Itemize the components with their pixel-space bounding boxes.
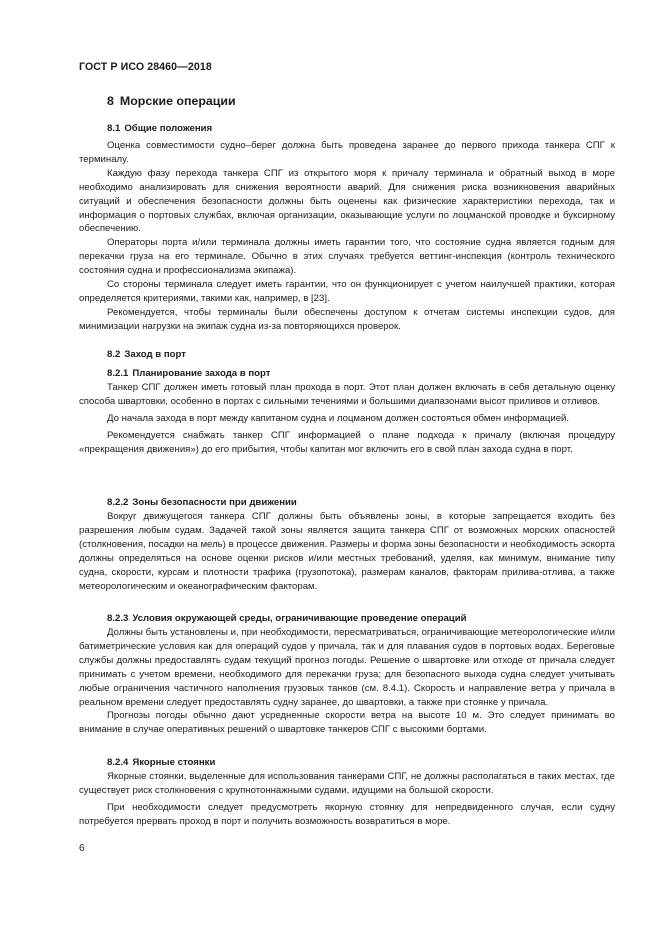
- clause-number: 8.2.3: [107, 613, 129, 624]
- clause-title: Планирование захода в порт: [132, 368, 271, 379]
- subsection-8-2-1: [79, 367, 615, 457]
- paragraph: Оценка совместимости судно–берег должна быть проведена заранее до первого прихода танкера СПГ к терминалу.: [79, 140, 615, 165]
- subsection-number: 8.2: [107, 349, 121, 360]
- section-number: 8: [107, 94, 114, 108]
- paragraph: Операторы порта и/или терминала должны иметь гарантии того, что состояние судна является годным для перекачки груза на его терминале. Обычно в этих случаях требуется веттинг-инспекция (контроль технического состояния судна и профессионализма экипажа).: [79, 237, 615, 277]
- paragraph: Вокруг движущегося танкера СПГ должны быть объявлены зоны, в которые запрещается входить без разрешения любым судам. Задачей такой зоны является защита танкера СПГ от возможных морских опасностей (столкновения, посадки на мель) в процессе движения. Размеры и форма зоны безопасности и необходимость эскорта должны определяться на основе оценки рисков и/или местных требований, уделяя, как минимум, внимание типу судна, скорости, курсам и плотности трафика (грузопотока), размерам каналов, факторам прилива-отлива, а также метеорологическим и океанографическим факторам.: [79, 511, 615, 592]
- clause-title: Условия окружающей среды, ограничивающие проведение операций: [132, 613, 467, 624]
- subsection-8-2-4: [79, 756, 615, 829]
- subsection-8-2: [79, 348, 615, 362]
- subsection-number: 8.1: [107, 123, 121, 134]
- clause-number: 8.2.1: [107, 368, 129, 379]
- paragraph: Прогнозы погоды обычно дают усредненные скорости ветра на высоте 10 м. Это следует принимать во внимание в случае оперативных решений о швартовке танкеров СПГ с высокими бортами.: [79, 710, 615, 736]
- clause-number: 8.2.4: [107, 757, 129, 768]
- paragraph: Рекомендуется, чтобы терминалы были обеспечены доступом к отчетам системы инспекции судов, для минимизации нагрузки на экипаж судна из-за повторяющихся проверок.: [79, 306, 615, 332]
- paragraph: До начала захода в порт между капитаном судна и лоцманом должен состояться обмен информацией.: [107, 412, 570, 424]
- paragraph: Танкер СПГ должен иметь готовый план прохода в порт. Этот план должен включать в себя детальную оценку способа швартовки, особенно в портах с сильными течениями и большими диапазонами высот приливов и отливов.: [79, 382, 615, 407]
- clause-heading: [79, 496, 615, 510]
- subsection-title: Общие положения: [124, 123, 213, 134]
- clause-heading: [79, 756, 615, 770]
- standard-header: ГОСТ Р ИСО 28460—2018: [79, 61, 212, 73]
- section-title: Морские операции: [119, 94, 236, 108]
- clause-heading: [79, 612, 615, 626]
- subsection-heading: [79, 122, 615, 136]
- subsection-heading: [79, 348, 615, 362]
- clause-heading: [79, 367, 615, 381]
- subsection-8-1: [79, 122, 615, 334]
- paragraph: Каждую фазу перехода танкера СПГ из открытого моря к причалу терминала и обратный выход в море необходимо анализировать для снижения вероятности аварий. Для снижения риска возникновения аварийных ситуаций и обеспечения безопасности должны быть оценены как физические характеристики перехода, так и информация о портовых службах, включая организации, оказывающие услуги по лоцманской проводке и буксирному обеспечению.: [79, 167, 615, 235]
- paragraph: Со стороны терминала следует иметь гарантии, что он функционирует с учетом наилучшей практики, которая определяется критериями, такими как, например, в [23].: [79, 279, 615, 304]
- paragraph: Якорные стоянки, выделенные для использования танкерами СПГ, не должны располагаться в таких местах, где существует риск столкновения с крупнотоннажными судами, идущими на большой скорости.: [79, 771, 615, 796]
- section-heading: [107, 94, 236, 108]
- paragraph: Рекомендуется снабжать танкер СПГ информацией о плане подхода к причалу (включая процедуру «прекращения движения») до его прибытия, чтобы капитан мог включить его в свой план захода судна в порт.: [79, 429, 615, 455]
- clause-title: Якорные стоянки: [132, 757, 216, 768]
- subsection-8-2-2: [79, 496, 615, 593]
- paragraph: При необходимости следует предусмотреть якорную стоянку для непредвиденного случая, если судну потребуется прервать проход в порт и получить возможность возвратиться в море.: [79, 801, 615, 827]
- paragraph: Должны быть установлены и, при необходимости, пересматриваться, ограничивающие метеорологические и/или батиметрические условия как для операций судов у причала, так и для плавания судов в портовых водах. Береговые службы должны предоставлять судам текущий прогноз погоды. Решение о швартовке или отходе от причала следует принимать с учетом времени, необходимого для перекачки груза; для безопасного выхода судна следует учитывать любые ограничения частичного наполнения грузовых танков (см. 8.4.1). Скорость и направление ветра у причала в реальном времени следует предоставлять судну заранее, до швартовки, а также при стоянке у причала.: [79, 627, 615, 708]
- clause-number: 8.2.2: [107, 497, 129, 508]
- clause-title: Зоны безопасности при движении: [132, 497, 297, 508]
- subsection-title: Заход в порт: [124, 349, 186, 360]
- subsection-8-2-3: [79, 612, 615, 737]
- page-number: 6: [79, 843, 85, 854]
